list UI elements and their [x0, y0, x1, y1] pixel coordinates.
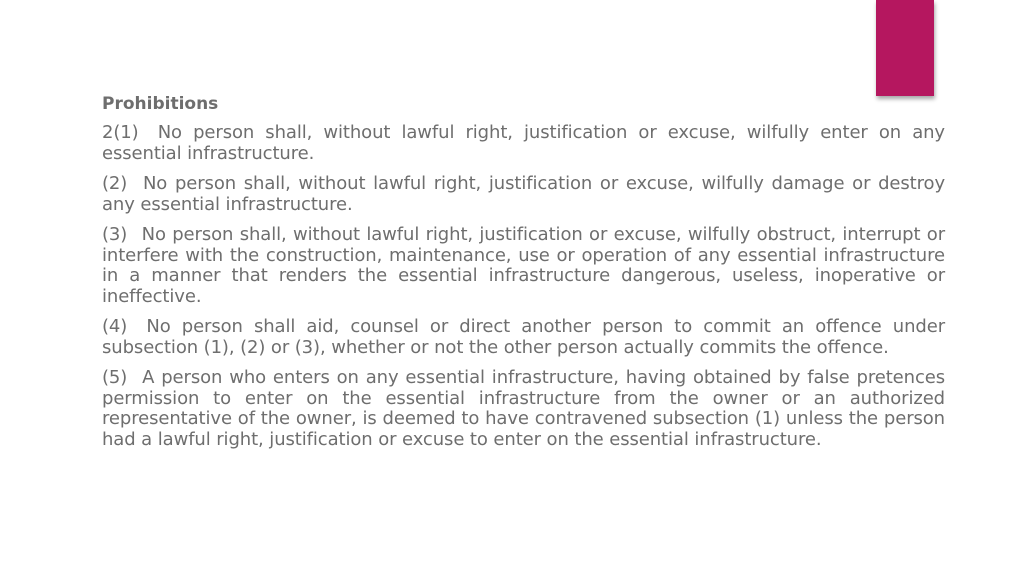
- paragraph-5: [102, 368, 945, 450]
- paragraph-number: (2): [102, 173, 128, 194]
- paragraph-number: 2(1): [102, 122, 139, 143]
- paragraph-text: No person shall, without lawful right, justification or excuse, wilfully enter on any essential infrastructure.: [102, 122, 945, 164]
- paragraph-2-1: [102, 123, 945, 164]
- paragraph-text: A person who enters on any essential infrastructure, having obtained by false pretences permission to enter on the essential infrastructure from the owner or an authorized representative of the owner, is deemed to have contravened subsection (1) unless the person had a lawful right, justification or excuse to enter on the essential infrastructure.: [102, 367, 946, 450]
- section-heading: Prohibitions: [102, 94, 219, 114]
- paragraph-3: [102, 225, 945, 307]
- paragraph-number: (3): [102, 224, 128, 245]
- paragraph-text: No person shall aid, counsel or direct another person to commit an offence under subsection (1), (2) or (3), whether or not the other person actually commits the offence.: [102, 316, 946, 358]
- paragraph-text: No person shall, without lawful right, justification or excuse, wilfully obstruct, interrupt or interfere with the construction, maintenance, use or operation of any essential infrastructure in a manner that renders the essential infrastructure dangerous, useless, inoperative or ineffective.: [102, 224, 945, 307]
- paragraph-2: [102, 174, 945, 215]
- paragraph-4: [102, 317, 945, 358]
- accent-bar: [876, 0, 934, 96]
- paragraph-number: (4): [102, 316, 128, 337]
- paragraph-text: No person shall, without lawful right, justification or excuse, wilfully damage or destroy any essential infrastructure.: [102, 173, 946, 215]
- slide-content: [102, 94, 945, 460]
- paragraph-number: (5): [102, 367, 128, 388]
